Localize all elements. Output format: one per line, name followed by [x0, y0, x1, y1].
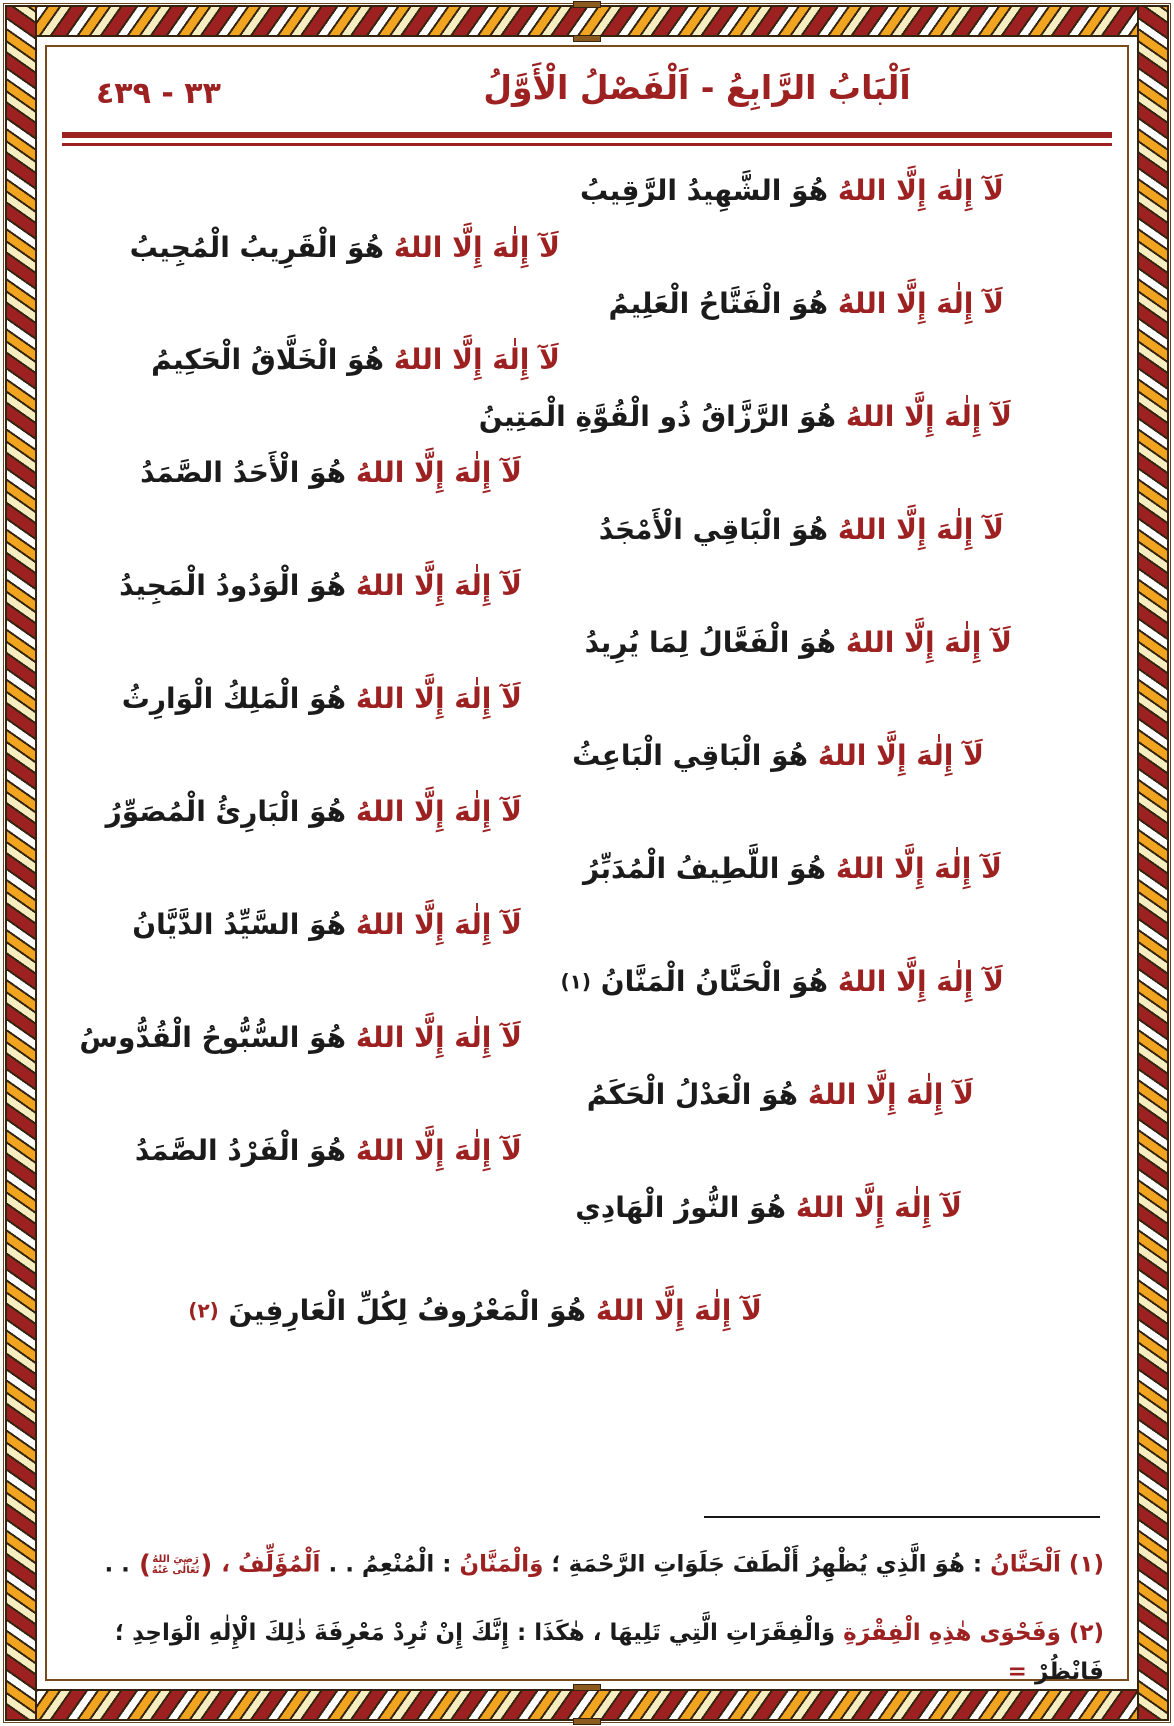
footnote-separator: [704, 1516, 1100, 1518]
verse-line: [106, 791, 522, 833]
footnote-1: [62, 1543, 1104, 1587]
divine-name-phrase: هُوَ الْفَعَّالُ لِمَا يُرِيدُ: [584, 626, 837, 659]
tahlil-prefix: لَآ إِلٰهَ إِلَّا اللهُ: [837, 965, 1004, 998]
verse-line: [132, 904, 522, 946]
ornamental-border-top: [5, 5, 1169, 37]
tahlil-prefix: لَآ إِلٰهَ إِلَّا اللهُ: [845, 626, 1012, 659]
verse-line: [583, 848, 1002, 890]
tahlil-prefix: لَآ إِلٰهَ إِلَّا اللهُ: [355, 1134, 522, 1167]
footnote-1-colon: :: [964, 1551, 991, 1578]
footnote-2-body: وَالْفِقَرَاتِ الَّتِي تَلِيهَا ، هٰكَذَا : إِنَّكَ إِنْ تُرِدْ مَعْرِفَةَ ذٰلِكَ الْإِلٰهِ الْوَاحِدِ ؛ فَانْظُرْ: [114, 1620, 1104, 1686]
verse-line: [585, 622, 1012, 664]
tahlil-prefix: لَآ إِلٰهَ إِلَّا اللهُ: [355, 682, 522, 715]
verse-line: [580, 170, 1004, 212]
border-clasp-top: [573, 1, 601, 8]
ornamental-border-left: [5, 5, 37, 1721]
footnote-1-trailing-dots: . .: [104, 1551, 130, 1578]
divine-name-phrase: هُوَ الْقَرِيبُ الْمُجِيبُ: [129, 231, 385, 264]
verse-line: [135, 1130, 522, 1172]
tahlil-prefix: لَآ إِلٰهَ إِلَّا اللهُ: [837, 287, 1004, 320]
divine-name-phrase: هُوَ الْبَاقِي الْبَاعِثُ: [572, 739, 809, 772]
tahlil-prefix: لَآ إِلٰهَ إِلَّا اللهُ: [837, 174, 1004, 207]
divine-name-phrase: هُوَ الشَّهِيدُ الرَّقِيبُ: [580, 174, 829, 207]
verse-line: [130, 227, 560, 269]
header-rule-thick: [62, 132, 1112, 138]
divine-name-phrase: هُوَ الرَّزَّاقُ ذُو الْقُوَّةِ الْمَتِينُ: [478, 400, 837, 433]
footnote-1-term-hannan: اَلْحَنَّانُ: [990, 1551, 1061, 1578]
divine-name-phrase: هُوَ الْفَتَّاحُ الْعَلِيمُ: [608, 287, 829, 320]
divine-name-phrase: هُوَ الْخَلَّاقُ الْحَكِيمُ: [151, 343, 385, 376]
header-rule-thin: [62, 143, 1112, 146]
divine-name-phrase: هُوَ الْمَلِكُ الْوَارِثُ: [121, 682, 347, 715]
tahlil-prefix: لَآ إِلٰهَ إِلَّا اللهُ: [355, 569, 522, 602]
verse-line: [599, 509, 1004, 551]
divine-name-phrase: هُوَ الْأَحَدُ الصَّمَدُ: [140, 456, 347, 489]
verse-line: [79, 1017, 522, 1059]
footnote-1-open-paren: (: [200, 1550, 222, 1580]
footnote-reference-marker: (١): [560, 969, 592, 994]
footnote-2: [62, 1614, 1104, 1692]
verse-line: [575, 1187, 962, 1229]
divine-name-phrase: هُوَ الْفَرْدُ الصَّمَدُ: [134, 1134, 347, 1167]
divine-name-phrase: هُوَ الْوَدُودُ الْمَجِيدُ: [119, 569, 347, 602]
tahlil-prefix: لَآ إِلٰهَ إِلَّا اللهُ: [393, 231, 560, 264]
verse-line: [122, 678, 522, 720]
tahlil-prefix: لَآ إِلٰهَ إِلَّا اللهُ: [355, 795, 522, 828]
verse-line: [587, 1074, 974, 1116]
footnote-1-colon-2: :: [434, 1551, 460, 1578]
verse-line: [151, 339, 560, 381]
tahlil-prefix: لَآ إِلٰهَ إِلَّا اللهُ: [355, 1021, 522, 1054]
seal-line-1: رَضِيَ اللهُ: [152, 1554, 199, 1566]
verse-line: [119, 565, 522, 607]
border-clasp-top-inner: [573, 35, 601, 42]
verse-line: [188, 1290, 762, 1332]
divine-name-phrase: هُوَ النُّورُ الْهَادِي: [575, 1191, 787, 1224]
divine-name-phrase: هُوَ السُّبُّوحُ الْقُدُّوسُ: [79, 1021, 347, 1054]
divine-name-phrase: هُوَ الْبَارِئُ الْمُصَوِّرُ: [105, 795, 347, 828]
border-clasp-bottom: [573, 1718, 601, 1725]
divine-name-phrase: هُوَ الْبَاقِي الْأَمْجَدُ: [598, 513, 829, 546]
footnote-1-definition-1: هُوَ الَّذِي يُظْهِرُ أَلْطَفَ جَلَوَاتِ الرَّحْمَةِ ؛: [543, 1551, 965, 1578]
page-number: ٣٣ - ٤٣٩: [96, 76, 221, 111]
tahlil-prefix: لَآ إِلٰهَ إِلَّا اللهُ: [595, 1294, 762, 1327]
chapter-title: اَلْبَابُ الرَّابِعُ - اَلْفَصْلُ الْأَوَّلُ: [483, 68, 911, 107]
tahlil-prefix: لَآ إِلٰهَ إِلَّا اللهُ: [807, 1078, 974, 1111]
verse-line: [479, 396, 1012, 438]
tahlil-prefix: لَآ إِلٰهَ إِلَّا اللهُ: [845, 400, 1012, 433]
ornamental-border-right: [1137, 5, 1169, 1721]
divine-name-phrase: هُوَ الْعَدْلُ الْحَكَمُ: [586, 1078, 799, 1111]
footnote-1-author: اَلْمُؤَلِّفُ ،: [221, 1551, 321, 1578]
footnote-1-term-mannan: وَالْمَنَّانُ: [459, 1551, 544, 1578]
divine-name-phrase: هُوَ الْحَنَّانُ الْمَنَّانُ: [600, 965, 829, 998]
footnote-reference-marker: (٢): [188, 1298, 219, 1323]
verse-line: [572, 735, 984, 777]
tahlil-prefix: لَآ إِلٰهَ إِلَّا اللهُ: [817, 739, 984, 772]
verse-line: [140, 452, 522, 494]
honorific-seal: [152, 1554, 200, 1576]
tahlil-prefix: لَآ إِلٰهَ إِلَّا اللهُ: [837, 513, 1004, 546]
footnote-1-close-paren: ): [129, 1550, 151, 1580]
tahlil-prefix: لَآ إِلٰهَ إِلَّا اللهُ: [795, 1191, 962, 1224]
divine-name-phrase: هُوَ اللَّطِيفُ الْمُدَبِّرُ: [583, 852, 827, 885]
footnote-1-marker: (١): [1060, 1551, 1104, 1578]
ornamental-border-bottom: [5, 1689, 1169, 1721]
footnote-2-continuation-sign: =: [1007, 1659, 1027, 1686]
tahlil-prefix: لَآ إِلٰهَ إِلَّا اللهُ: [835, 852, 1002, 885]
tahlil-prefix: لَآ إِلٰهَ إِلَّا اللهُ: [355, 456, 522, 489]
seal-line-2: تَعَالٰى عَنْهُ: [151, 1565, 200, 1577]
divine-name-phrase: هُوَ الْمَعْرُوفُ لِكُلِّ الْعَارِفِينَ: [228, 1294, 587, 1327]
footnote-2-lead: (٢) وَفَحْوَى هٰذِهِ الْفِقْرَةِ: [843, 1620, 1104, 1646]
tahlil-prefix: لَآ إِلٰهَ إِلَّا اللهُ: [393, 343, 560, 376]
verse-line: [561, 961, 1004, 1003]
tahlil-prefix: لَآ إِلٰهَ إِلَّا اللهُ: [355, 908, 522, 941]
footnote-1-definition-2: الْمُنْعِمُ . .: [320, 1551, 435, 1578]
verse-line: [609, 283, 1005, 325]
divine-name-phrase: هُوَ السَّيِّدُ الدَّيَّانُ: [132, 908, 347, 941]
